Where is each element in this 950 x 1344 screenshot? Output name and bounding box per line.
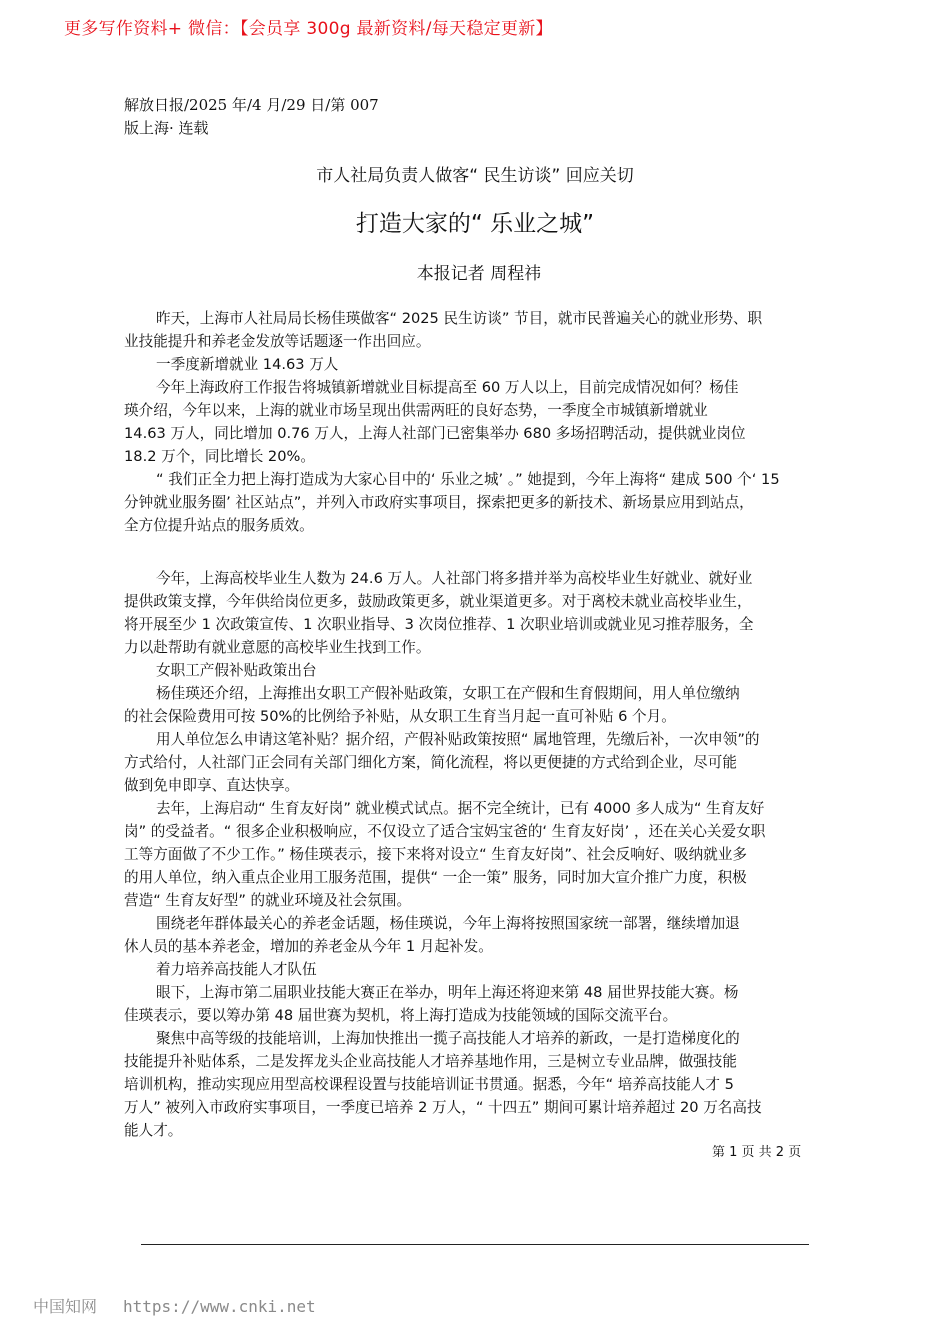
article-text-line: 提供政策支撑，今年供给岗位更多，鼓励政策更多，就业渠道更多。对于离校未就业高校毕业生， xyxy=(124,593,752,610)
source-meta-line: 解放日报/2025 年/4 月/29 日/第 007 xyxy=(124,96,379,114)
article-text-line: “ 我们正全力把上海打造成为大家心目中的‘ 乐业之城’ 。” 她提到，今年上海将“ 建成 500 个‘ 15 xyxy=(156,471,780,488)
article-text-line: 岗” 的受益者。“ 很多企业积极响应，不仅设立了适合宝妈宝爸的‘ 生育友好岗’ ，还在关心关爱女职 xyxy=(124,823,766,840)
paragraph-gap xyxy=(124,537,830,567)
promo-banner: 更多写作资料+ 微信：【会员享 300g 最新资料/每天稳定更新】 xyxy=(64,19,553,39)
article-text-line: 用人单位怎么申请这笔补贴？据介绍，产假补贴政策按照“ 属地管理，先缴后补，一次申领”的 xyxy=(156,731,760,748)
article-text-line: 分钟就业服务圈’ 社区站点”，并列入市政府实事项目，探索把更多的新技术、新场景应用到站点， xyxy=(124,494,754,511)
footer-divider xyxy=(141,1244,809,1245)
article-text-line: 聚焦中高等级的技能培训，上海加快推出一揽子高技能人才培养的新政，一是打造梯度化的 xyxy=(156,1030,740,1047)
article-text-line: 佳瑛表示，要以筹办第 48 届世赛为契机，将上海打造成为技能领域的国际交流平台。 xyxy=(124,1007,678,1024)
source-meta-line: 版上海· 连载 xyxy=(124,119,209,137)
article-text-line: 力以赴帮助有就业意愿的高校毕业生找到工作。 xyxy=(124,639,431,656)
article-text-line: 培训机构，推动实现应用型高校课程设置与技能培训证书贯通。据悉，今年“ 培养高技能人才 5 xyxy=(124,1076,734,1093)
article-text-line: 昨天，上海市人社局局长杨佳瑛做客“ 2025 民生访谈” 节目，就市民普遍关心的就业形势、职 xyxy=(156,310,763,327)
article-text-line: 工等方面做了不少工作。” 杨佳瑛表示，接下来将对设立“ 生育友好岗”、社会反响好、吸纳就业多 xyxy=(124,846,748,863)
article-subtitle: 市人社局负责人做客“ 民生访谈” 回应关切 xyxy=(316,166,634,186)
source-meta xyxy=(124,94,379,140)
article-text-line: 方式给付，人社部门正会同有关部门细化方案，简化流程，将以更便捷的方式给到企业，尽可能 xyxy=(124,754,737,771)
footer-site-name: 中国知网 xyxy=(33,1297,98,1316)
article-text-line: 万人” 被列入市政府实事项目，一季度已培养 2 万人，“ 十四五” 期间可累计培养超过 20 万名高技 xyxy=(124,1099,762,1116)
article-text-line: 杨佳瑛还介绍，上海推出女职工产假补贴政策，女职工在产假和生育假期间，用人单位缴纳 xyxy=(156,685,740,702)
article-byline: 本报记者 周程祎 xyxy=(416,264,542,284)
article-text-line: 围绕老年群体最关心的养老金话题，杨佳瑛说，今年上海将按照国家统一部署，继续增加退 xyxy=(156,915,740,932)
article-text-line: 的用人单位，纳入重点企业用工服务范围，提供“ 一企一策” 服务，同时加大宣介推广力度，积极 xyxy=(124,869,747,886)
article-text-line: 今年上海政府工作报告将城镇新增就业目标提高至 60 万人以上，目前完成情况如何？杨佳 xyxy=(156,379,739,396)
article-text-line: 营造“ 生育友好型” 的就业环境及社会氛围。 xyxy=(124,892,412,909)
article-text-line: 做到免申即享、直达快享。 xyxy=(124,777,300,794)
article-text-line: 女职工产假补贴政策出台 xyxy=(156,662,317,679)
article-body xyxy=(124,307,830,1142)
article-text-line: 14.63 万人，同比增加 0.76 万人，上海人社部门已密集举办 680 多场招聘活动，提供就业岗位 xyxy=(124,425,746,442)
article-text-line: 业技能提升和养老金发放等话题逐一作出回应。 xyxy=(124,333,431,350)
article-text-line: 能人才。 xyxy=(124,1122,183,1139)
article-text-line: 眼下，上海市第二届职业技能大赛正在举办，明年上海还将迎来第 48 届世界技能大赛。杨 xyxy=(156,984,739,1001)
article-text-line: 着力培养高技能人才队伍 xyxy=(156,961,317,978)
article-text-line: 全方位提升站点的服务质效。 xyxy=(124,517,314,534)
article-text-line: 的社会保险费用可按 50%的比例给予补贴，从女职工生育当月起一直可补贴 6 个月。 xyxy=(124,708,676,725)
article-text-line: 技能提升补贴体系，二是发挥龙头企业高技能人才培养基地作用，三是树立专业品牌，做强技能 xyxy=(124,1053,737,1070)
article-title: 打造大家的“ 乐业之城” xyxy=(355,211,595,237)
footer-url-link[interactable]: https://www.cnki.net xyxy=(123,1297,316,1316)
article-text-line: 瑛介绍，今年以来，上海的就业市场呈现出供需两旺的良好态势，一季度全市城镇新增就业 xyxy=(124,402,708,419)
article-text-line: 今年，上海高校毕业生人数为 24.6 万人。人社部门将多措并举为高校毕业生好就业、就好业 xyxy=(156,570,753,587)
page-number: 第 1 页 共 2 页 xyxy=(712,1145,802,1160)
article-text-line: 去年，上海启动“ 生育友好岗” 就业模式试点。据不完全统计，已有 4000 多人成为“ 生育友好 xyxy=(156,800,765,817)
article-text-line: 将开展至少 1 次政策宣传、1 次职业指导、3 次岗位推荐、1 次职业培训或就业见习推荐服务，全 xyxy=(124,616,754,633)
article-text-line: 一季度新增就业 14.63 万人 xyxy=(156,356,339,373)
article-text-line: 18.2 万个，同比增长 20%。 xyxy=(124,448,315,465)
article-text-line: 休人员的基本养老金，增加的养老金从今年 1 月起补发。 xyxy=(124,938,493,955)
footer xyxy=(33,1294,316,1317)
